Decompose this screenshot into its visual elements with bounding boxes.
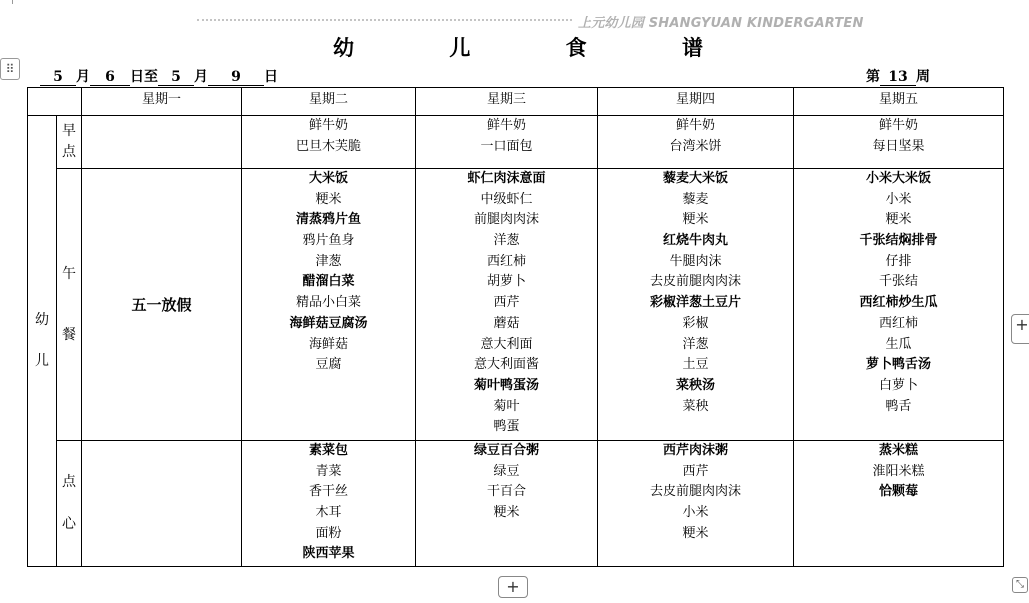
snack-label-char: 点	[62, 474, 76, 491]
week-number	[866, 66, 930, 86]
dish-name: 蒸米糕	[878, 443, 918, 458]
breakfast-label-char: 点	[62, 144, 76, 160]
ingredient: 洋葱	[682, 336, 709, 352]
holiday-cell[interactable]: 五一放假	[82, 169, 242, 441]
ingredient: 去皮前腿肉肉沫	[649, 484, 741, 500]
ingredient: 彩椒	[682, 315, 709, 331]
group-label-char: 儿	[35, 353, 49, 369]
dish-name: 醋溜白菜	[302, 274, 355, 290]
dish-name: 虾仁肉沫意面	[467, 171, 546, 186]
page-corner-mark	[12, 0, 21, 4]
ingredient: 西芹	[493, 295, 520, 311]
weekday-header[interactable]: 星期三	[416, 88, 598, 116]
dish-name: 恰颗莓	[878, 484, 918, 500]
dish-name: 菜秧汤	[675, 377, 715, 393]
ingredient: 中级虾仁	[480, 191, 533, 207]
ingredient: 藜麦	[682, 191, 709, 207]
group-label-cell[interactable]	[28, 116, 57, 567]
ingredient: 面粉	[315, 525, 342, 541]
ingredient: 西红柿	[486, 253, 526, 269]
dish-name: 海鲜菇豆腐汤	[289, 315, 368, 331]
ingredient: 意大利面酱	[473, 357, 539, 373]
ingredient: 西红柿	[878, 315, 918, 331]
week-prefix: 第	[866, 69, 880, 85]
ingredient: 粳米	[493, 505, 520, 521]
month-label: 月	[76, 69, 90, 85]
ingredient: 牛腿肉沫	[669, 253, 722, 269]
dish-name: 小米大米饭	[865, 171, 931, 186]
ingredient: 海鲜菇	[308, 336, 348, 352]
page-title: 幼 儿 食 谱	[333, 35, 747, 60]
ingredient: 小米	[885, 191, 912, 207]
ingredient: 一口面包	[480, 138, 533, 154]
ingredient: 淮阳米糕	[872, 463, 925, 479]
ingredient: 每日坚果	[872, 138, 925, 154]
table-resize-icon[interactable]: ⤡	[1012, 577, 1028, 593]
lunch-label-char: 餐	[62, 326, 76, 343]
ingredient: 绿豆	[493, 463, 520, 479]
ingredient: 青菜	[315, 463, 342, 479]
weekday-header[interactable]: 星期一	[82, 88, 242, 116]
breakfast-label-cell[interactable]	[57, 116, 82, 169]
add-row-button[interactable]: +	[498, 576, 528, 598]
end-month: 5	[158, 69, 194, 86]
lunch-row	[28, 169, 1004, 441]
ingredient: 菜秧	[682, 398, 709, 414]
lunch-label-cell[interactable]	[57, 169, 82, 441]
dish-name: 素菜包	[308, 443, 348, 458]
dish-name: 西芹肉沫粥	[662, 443, 728, 458]
dish-name: 菊叶鸭蛋汤	[473, 377, 539, 393]
breakfast-cell[interactable]	[416, 116, 598, 169]
snack-label-cell[interactable]	[57, 441, 82, 567]
weekday-header[interactable]: 星期二	[242, 88, 416, 116]
ingredient: 台湾米饼	[669, 138, 722, 154]
breakfast-cell[interactable]	[242, 116, 416, 169]
dish-name: 萝卜鸭舌汤	[865, 357, 931, 373]
snack-row	[28, 441, 1004, 567]
ingredient: 小米	[682, 505, 709, 521]
menu-table	[27, 87, 1004, 567]
breakfast-cell[interactable]	[598, 116, 794, 169]
breakfast-row	[28, 116, 1004, 169]
lunch-cell[interactable]	[242, 169, 416, 441]
lunch-cell[interactable]	[416, 169, 598, 441]
ingredient: 豆腐	[315, 357, 342, 373]
header-row	[28, 88, 1004, 116]
weekday-header[interactable]: 星期四	[598, 88, 794, 116]
week-suffix: 周	[916, 69, 930, 85]
dish-name: 西红柿炒生瓜	[859, 295, 938, 311]
dish-name: 彩椒洋葱土豆片	[649, 295, 741, 311]
day-label: 日	[264, 69, 278, 85]
ingredient: 菊叶	[493, 398, 520, 414]
ingredient: 白萝卜	[878, 377, 918, 393]
add-column-button[interactable]: +	[1011, 314, 1029, 344]
ingredient: 鲜牛奶	[878, 118, 918, 133]
header-dotted-rule	[197, 19, 572, 21]
snack-cell[interactable]	[82, 441, 242, 567]
ingredient: 鸭蛋	[493, 419, 520, 435]
start-day: 6	[90, 69, 130, 86]
ingredient: 木耳	[315, 505, 342, 521]
ingredient: 粳米	[315, 191, 342, 207]
snack-cell[interactable]	[242, 441, 416, 567]
ingredient: 前腿肉肉沫	[473, 212, 539, 228]
breakfast-cell[interactable]	[794, 116, 1004, 169]
ingredient: 粳米	[682, 525, 709, 541]
group-label-char: 幼	[35, 312, 49, 329]
header-corner-cell[interactable]	[28, 88, 82, 116]
ingredient: 去皮前腿肉肉沫	[649, 274, 741, 290]
week-value: 13	[880, 69, 916, 86]
ingredient: 鸭舌	[885, 398, 912, 414]
breakfast-label-char: 早	[62, 123, 76, 140]
ingredient: 千张结	[878, 274, 918, 290]
lunch-cell[interactable]	[794, 169, 1004, 441]
snack-cell[interactable]	[416, 441, 598, 567]
dish-name: 藜麦大米饭	[662, 171, 728, 186]
dish-name: 红烧牛肉丸	[662, 233, 728, 249]
dish-name: 清蒸鸦片鱼	[295, 212, 361, 228]
ingredient: 精品小白菜	[295, 295, 361, 311]
ingredient: 粳米	[885, 212, 912, 228]
ingredient: 西芹	[682, 463, 709, 479]
lunch-cell[interactable]	[598, 169, 794, 441]
ingredient: 鸦片鱼身	[302, 233, 355, 249]
ingredient: 巴旦木芙脆	[295, 138, 361, 154]
ingredient: 土豆	[682, 357, 709, 373]
ingredient: 鲜牛奶	[308, 118, 348, 133]
snack-label-char: 心	[62, 516, 76, 532]
ingredient: 津葱	[315, 253, 342, 269]
ingredient: 香干丝	[308, 484, 348, 500]
end-day: 9	[208, 69, 264, 86]
dish-name: 千张结焖排骨	[859, 233, 938, 249]
ingredient: 仔排	[885, 253, 912, 269]
dish-name: 大米饭	[308, 171, 348, 186]
ingredient: 鲜牛奶	[486, 118, 526, 133]
weekday-header[interactable]: 星期五	[794, 88, 1004, 116]
dish-name: 绿豆百合粥	[473, 443, 539, 458]
ingredient: 洋葱	[493, 233, 520, 249]
breakfast-cell[interactable]	[82, 116, 242, 169]
start-month: 5	[40, 69, 76, 86]
ingredient: 粳米	[682, 212, 709, 228]
ingredient: 意大利面	[480, 336, 533, 352]
month-label-2: 月	[194, 69, 208, 85]
table-move-handle-icon[interactable]: ⠿	[0, 58, 20, 80]
ingredient: 胡萝卜	[486, 274, 526, 290]
date-range	[40, 66, 278, 86]
dish-name: 陕西苹果	[302, 546, 355, 562]
ingredient: 干百合	[486, 484, 526, 500]
ingredient: 鲜牛奶	[675, 118, 715, 133]
day-to-label: 日至	[130, 69, 158, 85]
ingredient: 生瓜	[885, 336, 912, 352]
snack-cell[interactable]	[598, 441, 794, 567]
ingredient: 蘑菇	[493, 315, 520, 331]
snack-cell[interactable]	[794, 441, 1004, 567]
kindergarten-brand: 上元幼儿园 SHANGYUAN KINDERGARTEN	[578, 16, 864, 31]
lunch-label-char: 午	[62, 265, 76, 282]
